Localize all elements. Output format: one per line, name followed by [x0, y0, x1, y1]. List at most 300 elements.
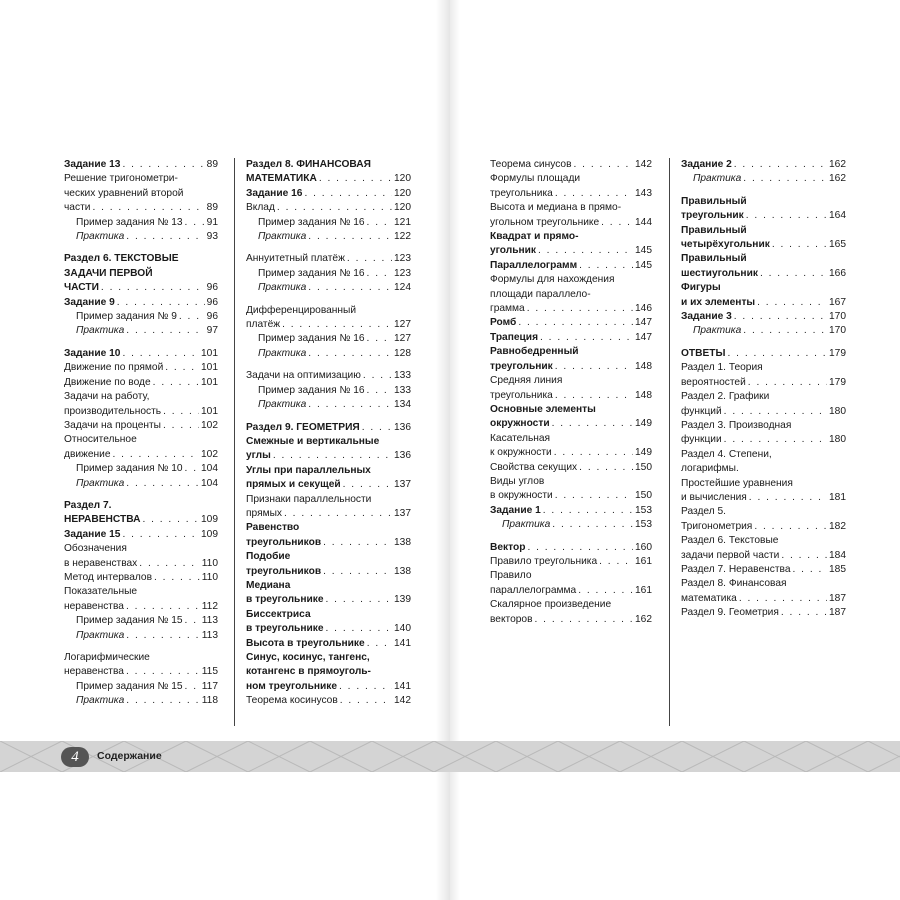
dot-leader — [273, 449, 392, 463]
toc-entry-row — [246, 449, 411, 463]
dot-leader — [367, 637, 392, 651]
toc-entry-title-line: Фигуры — [681, 282, 721, 294]
dot-leader — [347, 252, 392, 266]
toc-entry-title-line: Пример задания № 15 — [76, 680, 183, 692]
toc-entry — [64, 376, 218, 390]
toc-entry — [246, 216, 411, 230]
toc-entry-row — [681, 267, 846, 281]
toc-entry — [246, 398, 411, 412]
toc-entry-row — [246, 478, 411, 492]
toc-entry-title-line: ЗАДАЧИ ПЕРВОЙ — [64, 267, 153, 279]
toc-entry-title-line: Задание 10 — [64, 347, 121, 359]
dot-leader — [179, 310, 205, 324]
toc-entry-row — [490, 360, 652, 374]
dot-leader — [555, 389, 633, 403]
toc-column-1 — [64, 158, 218, 709]
toc-entry-row — [490, 446, 652, 460]
toc-entry-row — [681, 158, 846, 172]
toc-entry-row — [76, 477, 218, 491]
toc-entry-title-line: Показательные — [64, 586, 138, 598]
dot-leader — [728, 347, 828, 361]
toc-entry-title-line: Практика — [76, 629, 125, 641]
toc-page-number: 118 — [201, 695, 218, 707]
toc-page-number: 123 — [394, 253, 411, 265]
toc-entry — [681, 577, 846, 606]
toc-entry-row — [76, 694, 218, 708]
toc-page-number: 149 — [635, 418, 652, 430]
toc-entry-row — [681, 209, 846, 223]
toc-entry-row — [64, 296, 218, 310]
dot-leader — [319, 172, 392, 186]
toc-page-number: 185 — [829, 563, 846, 575]
toc-entry — [246, 384, 411, 398]
toc-entry — [64, 433, 218, 462]
toc-entry — [64, 614, 218, 628]
toc-entry-title-line: Раздел 3. Производная — [681, 419, 792, 431]
toc-page-number: 124 — [394, 282, 411, 294]
toc-entry — [64, 347, 218, 361]
toc-entry-row — [64, 448, 218, 462]
toc-page-number: 117 — [201, 680, 218, 692]
dot-leader — [126, 230, 204, 244]
toc-entry-title-line: Задание 13 — [64, 159, 121, 170]
toc-entry — [490, 598, 652, 627]
dot-leader — [340, 694, 392, 708]
toc-entry-row — [490, 302, 652, 316]
toc-page-number: 180 — [829, 434, 846, 446]
toc-entry-title-line: Задачи на проценты — [64, 419, 162, 431]
toc-entry — [246, 267, 411, 281]
dot-leader — [122, 158, 204, 172]
toc-entry — [64, 390, 218, 419]
toc-entry-title-line: логарифмы. — [681, 463, 739, 475]
toc-entry — [681, 563, 846, 577]
dot-leader — [793, 563, 828, 577]
toc-entry-title-line: Признаки параллельности — [246, 493, 372, 505]
toc-entry-title-line: Равенство — [246, 522, 300, 534]
toc-entry-title-line: треугольник — [681, 210, 744, 222]
toc-column-4 — [669, 158, 846, 726]
toc-entry — [246, 158, 411, 187]
toc-entry-row — [246, 252, 411, 266]
dot-leader — [304, 187, 392, 201]
toc-page-number: 141 — [394, 637, 411, 649]
toc-entry-title-line: Раздел 2. Графики — [681, 391, 770, 403]
toc-entry-row — [258, 281, 411, 295]
toc-entry-title-line: платёж — [246, 319, 281, 331]
toc-page-number: 134 — [394, 399, 411, 411]
toc-entry-row — [64, 528, 218, 542]
toc-entry-title-line: Практика — [258, 399, 307, 411]
toc-entry-row — [64, 513, 218, 527]
toc-entry — [490, 345, 652, 374]
toc-entry-title-line: Виды углов — [490, 475, 545, 487]
toc-page-number: 101 — [201, 376, 218, 388]
dot-leader — [154, 571, 200, 585]
toc-entry-title-line: Правильный — [681, 195, 747, 207]
toc-entry-row — [258, 398, 411, 412]
toc-entry-row — [246, 622, 411, 636]
dot-leader — [579, 461, 633, 475]
toc-entry — [490, 432, 652, 461]
toc-entry-row — [490, 541, 652, 555]
dot-leader — [323, 565, 392, 579]
toc-entry — [246, 347, 411, 361]
dot-leader — [113, 448, 199, 462]
dot-leader — [343, 478, 392, 492]
dot-leader — [555, 489, 633, 503]
toc-entry — [490, 461, 652, 475]
toc-entry-row — [246, 694, 411, 708]
toc-entry-title-line: ческих уравнений второй — [64, 187, 184, 199]
dot-leader — [527, 541, 633, 555]
toc-entry — [681, 195, 846, 224]
toc-entry-title-line: котангенс в прямоуголь- — [246, 666, 371, 678]
toc-entry-title-line: Правило треугольника — [490, 555, 598, 567]
toc-entry-row — [246, 565, 411, 579]
toc-entry-title-line: Правильный — [681, 224, 747, 236]
dot-leader — [308, 398, 392, 412]
toc-entry-row — [246, 318, 411, 332]
toc-entry — [490, 273, 652, 316]
toc-page-number: 120 — [394, 202, 411, 214]
dot-leader — [163, 419, 199, 433]
toc-entry-title-line: ном треугольнике — [246, 680, 338, 692]
dot-leader — [165, 361, 199, 375]
toc-entry-title-line: Дифференцированный — [246, 304, 357, 316]
toc-entry-row — [246, 201, 411, 215]
toc-entry-row — [76, 614, 218, 628]
toc-entry — [246, 369, 411, 383]
toc-page-number: 113 — [201, 615, 218, 627]
toc-entry — [64, 571, 218, 585]
toc-entry-row — [76, 216, 218, 230]
toc-entry — [681, 158, 846, 172]
dot-leader — [601, 216, 633, 230]
toc-entry — [64, 585, 218, 614]
toc-entry-title-line: Равнобедренный — [490, 346, 579, 358]
dot-leader — [185, 614, 200, 628]
toc-page-number: 143 — [635, 187, 652, 199]
toc-page-number: 127 — [394, 333, 411, 345]
toc-entry-title-line: Простейшие уравнения — [681, 477, 793, 489]
toc-entry-title-line: Медиана — [246, 579, 291, 591]
dot-leader — [552, 417, 633, 431]
toc-entry-title-line: и их элементы — [681, 296, 756, 308]
toc-page-number: 160 — [635, 541, 652, 553]
toc-page-number: 101 — [201, 405, 218, 417]
toc-entry-row — [681, 376, 846, 390]
toc-page-number: 145 — [635, 245, 652, 257]
dot-leader — [554, 446, 633, 460]
toc-page-number: 180 — [829, 405, 846, 417]
toc-page-number: 110 — [201, 571, 218, 583]
toc-page-number: 133 — [394, 370, 411, 382]
toc-entry-row — [258, 332, 411, 346]
dot-leader — [126, 665, 200, 679]
dot-leader — [284, 507, 392, 521]
toc-entry-title-line: Пример задания № 16 — [258, 384, 365, 396]
toc-entry — [64, 310, 218, 324]
toc-entry-title-line: Квадрат и прямо- — [490, 231, 579, 243]
dot-leader — [126, 629, 199, 643]
toc-entry-title-line: Высота и медиана в прямо- — [490, 202, 622, 214]
toc-entry-title-line: треугольников — [246, 565, 322, 577]
toc-entry — [246, 579, 411, 608]
toc-entry-title-line: Раздел 8. ФИНАНСОВАЯ — [246, 159, 371, 170]
dot-leader — [367, 216, 392, 230]
dot-leader — [153, 376, 199, 390]
toc-entry-row — [64, 201, 218, 215]
toc-entry-title-line: четырёхугольник — [681, 239, 770, 251]
toc-entry-title-line: Касательная — [490, 432, 551, 444]
toc-entry — [490, 158, 652, 172]
dot-leader — [555, 187, 633, 201]
toc-entry — [64, 419, 218, 433]
dot-leader — [527, 302, 633, 316]
dot-leader — [185, 216, 205, 230]
dot-leader — [92, 201, 204, 215]
toc-entry-title-line: Правильный — [681, 253, 747, 265]
toc-page-number: 96 — [206, 311, 218, 323]
page-number-badge: 4 — [61, 747, 89, 767]
toc-page-number: 109 — [201, 528, 218, 540]
toc-entry-title-line: Раздел 8. Финансовая — [681, 578, 787, 590]
toc-entry-title-line: шестиугольник — [681, 267, 758, 279]
toc-entry-title-line: Раздел 6. ТЕКСТОВЫЕ — [64, 253, 179, 265]
toc-entry-row — [64, 557, 218, 571]
toc-entry — [246, 521, 411, 550]
toc-entry-row — [681, 405, 846, 419]
toc-entry-title-line: Задание 16 — [246, 187, 303, 199]
toc-entry-title-line: части — [64, 202, 91, 214]
toc-entry-title-line: Решение тригонометри- — [64, 173, 178, 185]
toc-entry-title-line: Раздел 5. — [681, 506, 726, 518]
toc-page-number: 109 — [201, 514, 218, 526]
toc-page-number: 167 — [829, 296, 846, 308]
toc-entry — [681, 224, 846, 253]
dot-leader — [339, 680, 392, 694]
toc-entry — [64, 296, 218, 310]
toc-entry-row — [246, 680, 411, 694]
toc-entry-title-line: Пример задания № 10 — [76, 463, 183, 475]
toc-page-number: 101 — [201, 347, 218, 359]
dot-leader — [748, 376, 827, 390]
dot-leader — [308, 230, 392, 244]
toc-entry — [246, 230, 411, 244]
toc-entry-row — [64, 600, 218, 614]
toc-entry-row — [490, 555, 652, 569]
dot-leader — [185, 680, 200, 694]
toc-page-number: 127 — [394, 319, 411, 331]
dot-leader — [518, 316, 633, 330]
toc-page-number: 145 — [635, 259, 652, 271]
toc-entry — [681, 448, 846, 506]
toc-entry — [490, 259, 652, 273]
toc-entry — [64, 680, 218, 694]
toc-entry-row — [258, 384, 411, 398]
toc-page-number: 136 — [394, 450, 411, 462]
toc-page-number: 187 — [829, 592, 846, 604]
toc-page-number: 147 — [635, 331, 652, 343]
toc-entry-title-line: Метод интервалов — [64, 571, 152, 583]
toc-entry-title-line: Правило — [490, 570, 532, 582]
toc-entry-row — [64, 405, 218, 419]
toc-entry-row — [76, 230, 218, 244]
toc-entry — [64, 230, 218, 244]
toc-entry — [681, 347, 846, 361]
toc-entry-title-line: Раздел 6. Текстовые — [681, 535, 779, 547]
toc-page-number: 139 — [394, 594, 411, 606]
toc-entry-title-line: Раздел 9. ГЕОМЕТРИЯ — [246, 421, 360, 433]
toc-entry — [64, 252, 218, 295]
toc-entry-title-line: Практика — [76, 231, 125, 243]
toc-entry-row — [490, 158, 652, 172]
dot-leader — [535, 613, 634, 627]
toc-entry-row — [693, 324, 846, 338]
toc-page-number: 104 — [201, 477, 218, 489]
toc-page-number: 138 — [394, 565, 411, 577]
toc-entry-row — [246, 421, 411, 435]
toc-entry-row — [76, 680, 218, 694]
toc-entry-title-line: в треугольнике — [246, 623, 324, 635]
toc-entry-title-line: в окружности — [490, 490, 553, 502]
toc-entry — [490, 403, 652, 432]
toc-entry — [246, 493, 411, 522]
toc-page-number: 113 — [201, 629, 218, 641]
dot-leader — [724, 433, 827, 447]
dot-leader — [749, 491, 827, 505]
toc-entry-title-line: математика — [681, 592, 737, 604]
toc-entry — [490, 504, 652, 518]
toc-entry-row — [490, 259, 652, 273]
dot-leader — [543, 504, 633, 518]
dot-leader — [323, 536, 392, 550]
dot-leader — [185, 462, 199, 476]
toc-entry-title-line: ОТВЕТЫ — [681, 347, 726, 359]
toc-entry-title-line: Параллелограмм — [490, 259, 578, 271]
toc-entry-row — [681, 491, 846, 505]
toc-entry-title-line: Высота в треугольнике — [246, 637, 365, 649]
toc-entry-title-line: Практика — [76, 477, 125, 489]
toc-page-number: 170 — [829, 311, 846, 323]
toc-page-number: 93 — [206, 231, 218, 243]
toc-page-number: 187 — [829, 607, 846, 619]
toc-entry-row — [246, 507, 411, 521]
toc-entry-title-line: функции — [681, 434, 722, 446]
toc-entry — [246, 550, 411, 579]
toc-entry-row — [76, 462, 218, 476]
dot-leader — [367, 384, 392, 398]
toc-entry-row — [681, 520, 846, 534]
toc-entry — [64, 499, 218, 528]
toc-entry-title-line: грамма — [490, 303, 525, 315]
dot-leader — [126, 477, 199, 491]
toc-page-number: 150 — [635, 461, 652, 473]
toc-page-number: 148 — [635, 389, 652, 401]
dot-leader — [277, 201, 392, 215]
dot-leader — [362, 421, 392, 435]
dot-leader — [734, 158, 827, 172]
toc-entry — [246, 252, 411, 266]
toc-entry-title-line: ЧАСТИ — [64, 282, 99, 294]
toc-page-number: 142 — [394, 695, 411, 707]
toc-entry — [681, 361, 846, 390]
toc-entry — [490, 172, 652, 201]
dot-leader — [757, 296, 827, 310]
toc-entry-row — [246, 187, 411, 201]
toc-page-number: 153 — [635, 519, 652, 531]
toc-entry — [246, 201, 411, 215]
toc-entry-row — [490, 187, 652, 201]
toc-entry-title-line: Пример задания № 16 — [258, 216, 365, 228]
toc-entry-title-line: Задание 2 — [681, 159, 732, 170]
toc-entry-title-line: Задание 15 — [64, 528, 121, 540]
toc-entry-title-line: вероятностей — [681, 376, 746, 388]
toc-entry — [681, 324, 846, 338]
toc-entry — [681, 172, 846, 186]
toc-entry-title-line: Движение по прямой — [64, 362, 164, 374]
toc-entry — [246, 332, 411, 346]
toc-page-number: 121 — [394, 216, 411, 228]
toc-entry-row — [258, 267, 411, 281]
toc-entry-title-line: к окружности — [490, 447, 552, 459]
toc-page-number: 89 — [206, 159, 218, 170]
toc-entry-row — [64, 347, 218, 361]
toc-entry — [681, 606, 846, 620]
dot-leader — [781, 549, 827, 563]
toc-page-number: 184 — [829, 549, 846, 561]
toc-page-number: 137 — [394, 479, 411, 491]
toc-entry-title-line: Подобие — [246, 551, 291, 563]
toc-entry-row — [64, 361, 218, 375]
toc-entry-row — [490, 584, 652, 598]
toc-entry — [490, 230, 652, 259]
toc-page-number: 112 — [201, 600, 218, 612]
toc-entry — [490, 316, 652, 330]
toc-entry-title-line: Практика — [258, 282, 307, 294]
toc-entry — [64, 629, 218, 643]
toc-entry-title-line: площади параллело- — [490, 288, 591, 300]
toc-page-number: 140 — [394, 623, 411, 635]
toc-entry — [246, 637, 411, 651]
toc-entry-title-line: Раздел 7. Неравенства — [681, 563, 791, 575]
toc-entry-row — [76, 629, 218, 643]
toc-entry-title-line: неравенства — [64, 666, 124, 678]
toc-entry-row — [246, 593, 411, 607]
toc-entry — [64, 324, 218, 338]
toc-entry-title-line: параллелограмма — [490, 584, 577, 596]
toc-entry-title-line: Практика — [76, 325, 125, 337]
toc-page-number: 162 — [829, 173, 846, 185]
toc-entry — [64, 158, 218, 172]
toc-entry-title-line: угольник — [490, 245, 536, 257]
toc-page-number: 147 — [635, 317, 652, 329]
toc-entry-row — [490, 216, 652, 230]
dot-leader — [326, 622, 393, 636]
toc-entry-title-line: треугольника — [490, 187, 553, 199]
toc-entry-row — [681, 592, 846, 606]
dot-leader — [743, 324, 827, 338]
toc-entry-row — [681, 563, 846, 577]
toc-entry-title-line: Аннуитетный платёж — [246, 253, 345, 265]
toc-entry-row — [258, 216, 411, 230]
toc-entry-row — [681, 347, 846, 361]
toc-column-3 — [490, 158, 652, 627]
toc-entry — [64, 542, 218, 571]
dot-leader — [724, 405, 827, 419]
toc-entry-row — [681, 310, 846, 324]
